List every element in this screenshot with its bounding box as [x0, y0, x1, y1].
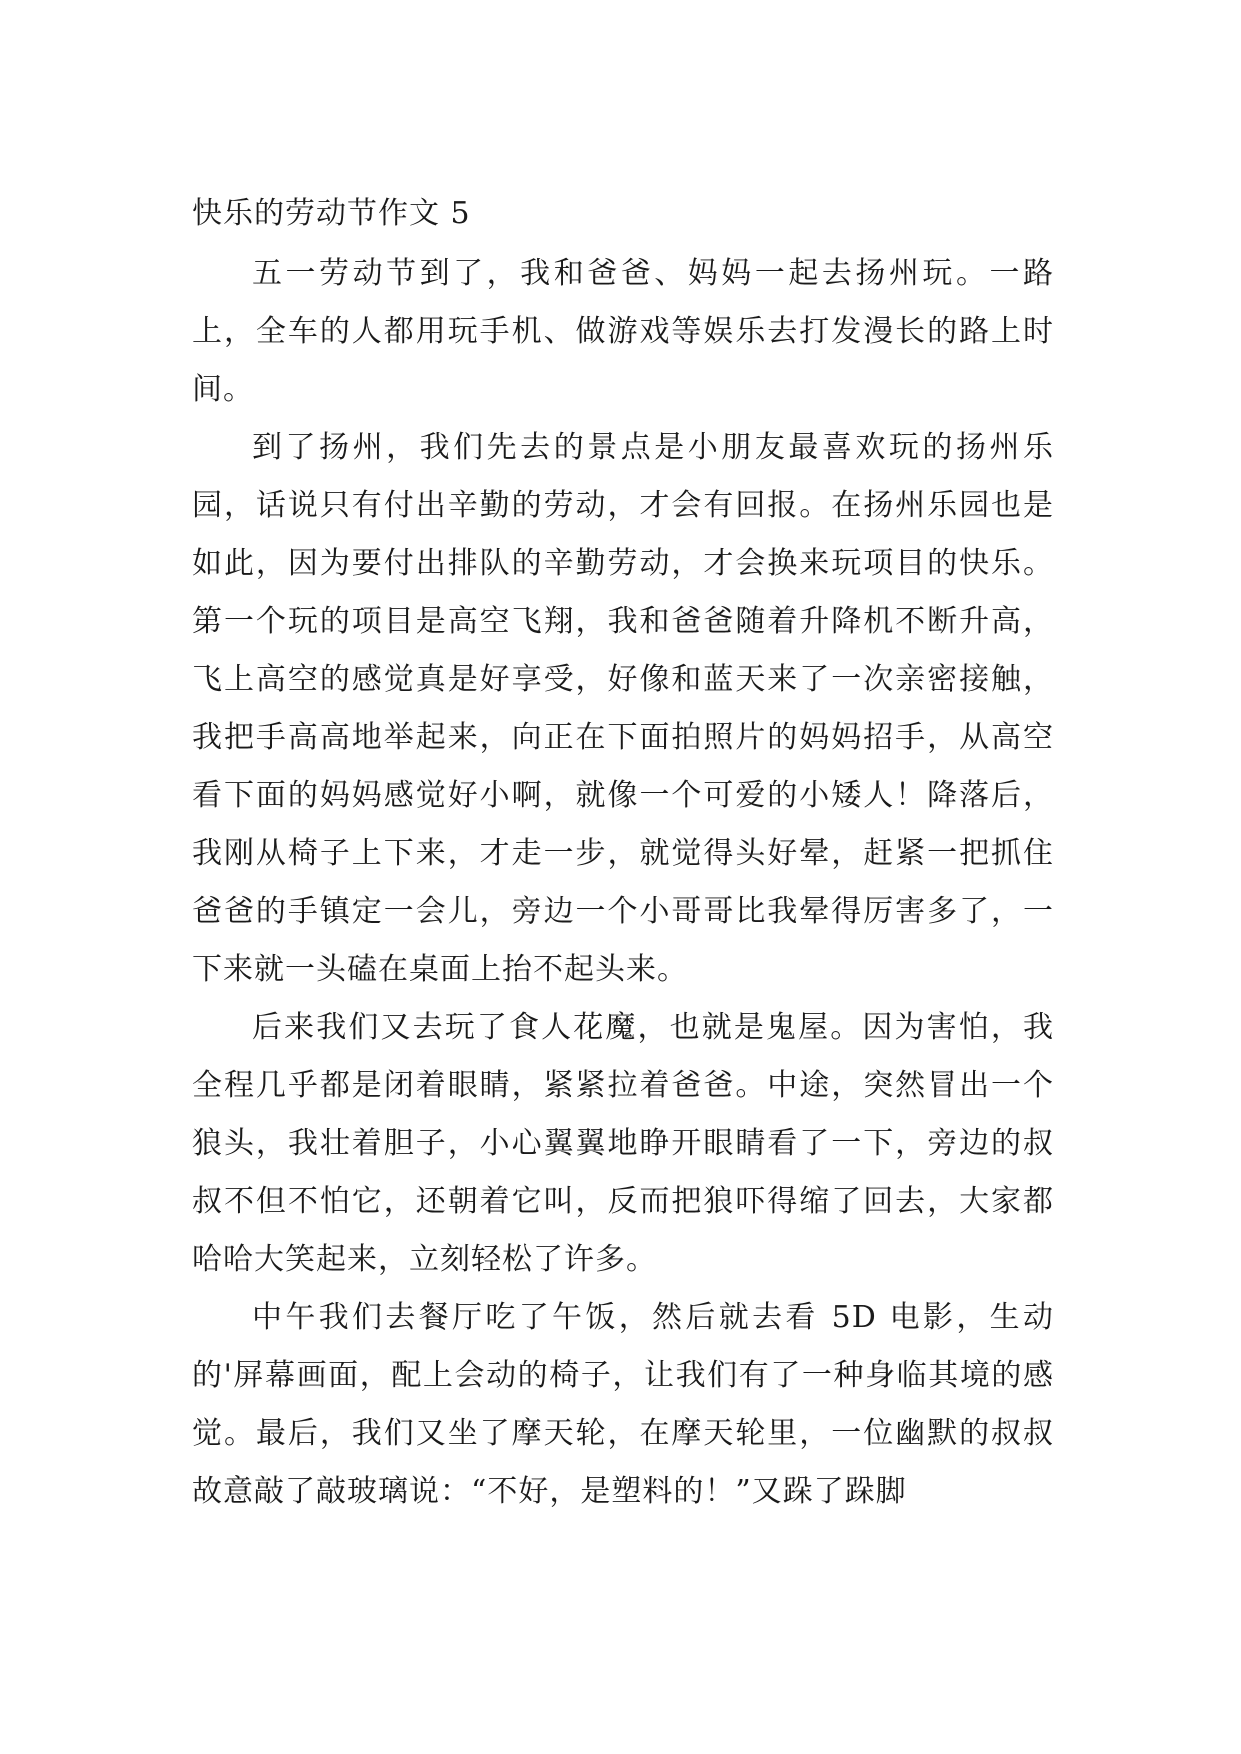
paragraph-2: 到了扬州，我们先去的景点是小朋友最喜欢玩的扬州乐园，话说只有付出辛勤的劳动，才会有回报。在扬州乐园也是如此，因为要付出排队的辛勤劳动，才会换来玩项目的快乐。第一个玩的项目是高空飞翔，我和爸爸随着升降机不断升高，飞上高空的感觉真是好享受，好像和蓝天来了一次亲密接触，我把手高高地举起来，向正在下面拍照片的妈妈招手，从高空看下面的妈妈感觉好小啊，就像一个可爱的小矮人！降落后，我刚从椅子上下来，才走一步，就觉得头好晕，赶紧一把抓住爸爸的手镇定一会儿，旁边一个小哥哥比我晕得厉害多了，一下来就一头磕在桌面上抬不起头来。 [192, 430, 1054, 987]
paragraph-4: 中午我们去餐厅吃了午饭，然后就去看 5D 电影，生动的'屏幕画面，配上会动的椅子，让我们有了一种身临其境的感觉。最后，我们又坐了摩天轮，在摩天轮里，一位幽默的叔叔故意敲了敲玻璃说：“不好，是塑料的！”又跺了跺脚 [192, 1300, 1054, 1509]
document-page [192, 185, 1054, 1521]
document-title: 快乐的劳动节作文 5 [192, 196, 471, 231]
paragraph-3: 后来我们又去玩了食人花魔，也就是鬼屋。因为害怕，我全程几乎都是闭着眼睛，紧紧拉着爸爸。中途，突然冒出一个狼头，我壮着胆子，小心翼翼地睁开眼睛看了一下，旁边的叔叔不但不怕它，还朝着它叫，反而把狼吓得缩了回去，大家都哈哈大笑起来，立刻轻松了许多。 [192, 1010, 1054, 1277]
paragraph-1: 五一劳动节到了，我和爸爸、妈妈一起去扬州玩。一路上，全车的人都用玩手机、做游戏等娱乐去打发漫长的路上时间。 [192, 256, 1054, 407]
